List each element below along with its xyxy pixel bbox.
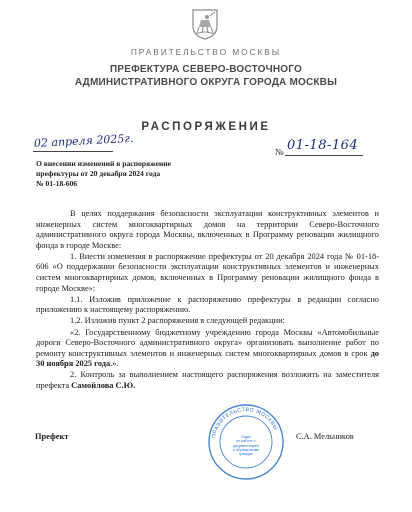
body-paragraph: 1.2. Изложив пункт 2 распоряжения в следующей редакции: [70, 316, 285, 326]
handwritten-number: 01-18-164 [287, 138, 359, 153]
body-paragraph [36, 328, 379, 370]
government-title: ПРАВИТЕЛЬСТВО МОСКВЫ [130, 47, 282, 57]
paragraph-text: 2. Контроль за выполнением настоящего распоряжения возложить на заместителя префекта [36, 370, 379, 390]
stamp-line: по работе с [236, 439, 256, 444]
number-sign: № [275, 147, 284, 157]
deadline-bold: до 30 ноября 2025 года [36, 348, 379, 369]
paragraph-text: «2. Государственному бюджетному учреждению города Москвы «Автомобильные дороги Северо-Восточного административного округа» организовать выполнение работ по ремонту конструктивных элементов и инженерных систем многоквартирных домов в срок [36, 327, 379, 358]
signatory-name: С.А. Мельников [296, 432, 354, 441]
body-paragraph: 1. Внести изменения в распоряжение префектуры от 20 декабря 2024 года № 01-18-606 «О поддержании безопасности эксплуатации конструктивных элементов и инженерных систем многоквартирных домов, включенных в Программу реновации жилищного фонда в городе Москве»: [36, 251, 379, 293]
stamp-ring-text: ПРАВИТЕЛЬСТВО МОСКВЫ [211, 406, 279, 439]
handwritten-date: 02 апреля 2025г. [33, 131, 134, 150]
stamp-line: граждан [239, 452, 253, 457]
body-paragraph [36, 370, 379, 391]
deputy-name-bold: Самойлова С.Ю. [71, 381, 136, 390]
document-type: РАСПОРЯЖЕНИЕ [141, 121, 271, 133]
subject-line: № 01-18-606 [36, 178, 78, 188]
prefecture-title-line1: ПРЕФЕКТУРА СЕВЕРО-ВОСТОЧНОГО [110, 64, 302, 75]
body-paragraph: В целях поддержания безопасности эксплуатации конструктивных элементов и инженерных систем многоквартирных домов на территории Северо-Восточного административного округа города Москвы, включенных в Программу реновации жилищного фонда в городе Москве: [36, 209, 379, 250]
subject-line: префектуры от 20 декабря 2024 года [36, 168, 161, 178]
prefecture-title [0, 63, 412, 89]
stamp-line: и обращениями [232, 447, 260, 452]
signatory-title: Префект [35, 432, 69, 441]
number-underline [285, 155, 363, 156]
stamp-line: документацией [233, 443, 259, 448]
document-body [36, 209, 379, 392]
stamp-line: Отдел [240, 435, 252, 439]
paragraph-text: .». [110, 359, 119, 369]
body-paragraph: 1.1. Изложив приложение к распоряжению префектуры в редакции согласно приложению к настоящему распоряжению. [36, 294, 379, 315]
subject-line: О внесении изменений в распоряжение [36, 159, 172, 168]
moscow-coat-of-arms-icon [190, 8, 220, 40]
prefecture-title-line2: АДМИНИСТРАТИВНОГО ОКРУГА ГОРОДА МОСКВЫ [74, 77, 338, 88]
stamp-center-text [215, 435, 277, 456]
date-underline [33, 151, 113, 152]
document-subject [36, 159, 186, 188]
